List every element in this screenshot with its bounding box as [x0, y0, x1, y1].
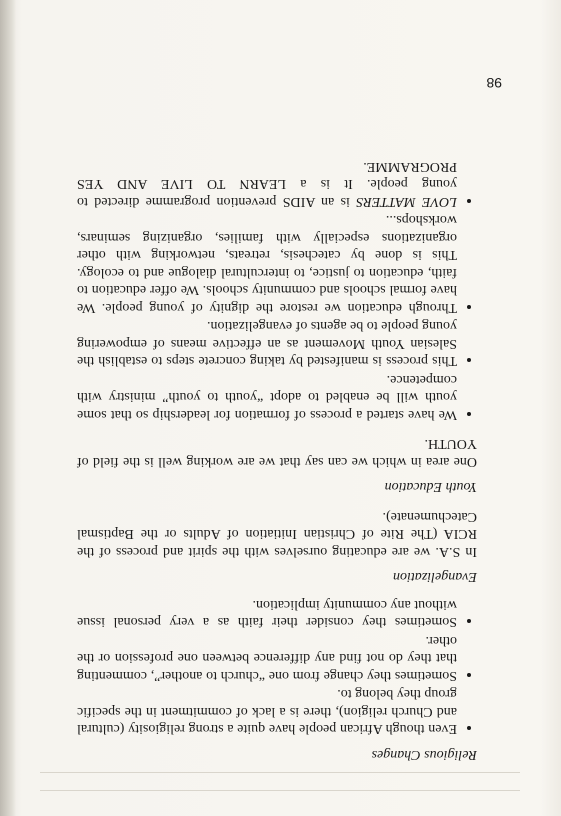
love-matters-text: is an AIDS prevention programme directed to young people. It is a LEARN TO LIVE AND YES PROGRAMME. — [76, 159, 457, 209]
youth-education-heading: Youth Education — [384, 479, 477, 495]
list-item: • Sometimes they consider their faith as a very personal issue without any community implication. — [77, 596, 457, 631]
list-item: • We have started a process of formation for leadership so that some youth will be enabled to adopt “youth to youth” ministry with competence. — [77, 371, 457, 424]
religious-changes-list — [77, 596, 477, 738]
list-item: • Through education we restore the dignity of young people. We have formal schools and community schools. We offer education to faith, education to justice, to intercultural dialogue and to ecology. This is done by catechesis, retreats, networking with other organizations especially with families, organizing seminars, workshops... — [77, 211, 457, 316]
evangelization-heading: Evangelization — [393, 569, 477, 585]
page-number: 98 — [486, 75, 502, 91]
list-item: • This process is manifested by taking concrete steps to establish the Salesian Youth Movement as an effective means of empowering young people to be agents of evangelization. — [77, 317, 457, 370]
list-item: • Even though African people have quite a strong religiosity (cultural and Church religion), there is a lack of commitment in the specific group they belong to. — [77, 685, 457, 738]
evangelization-paragraph: In S.A. we are educating ourselves with the spirit and process of the RCIA (The Rite of Christian Initiation of Adults or the Baptismal Catechumenate). — [77, 509, 477, 559]
love-matters-title: LOVE MATTERS — [356, 194, 457, 209]
page-body — [77, 148, 477, 770]
youth-education-list — [77, 158, 477, 424]
list-item: • Sometimes they change from one “church to another”, commenting that they do not find any difference between one profession or the other. — [77, 632, 457, 685]
list-item-love-matters — [77, 158, 457, 211]
religious-changes-heading: Religious Changes — [371, 747, 477, 762]
youth-education-paragraph: One area in which we can say that we are working well is the field of YOUTH. — [77, 436, 477, 469]
